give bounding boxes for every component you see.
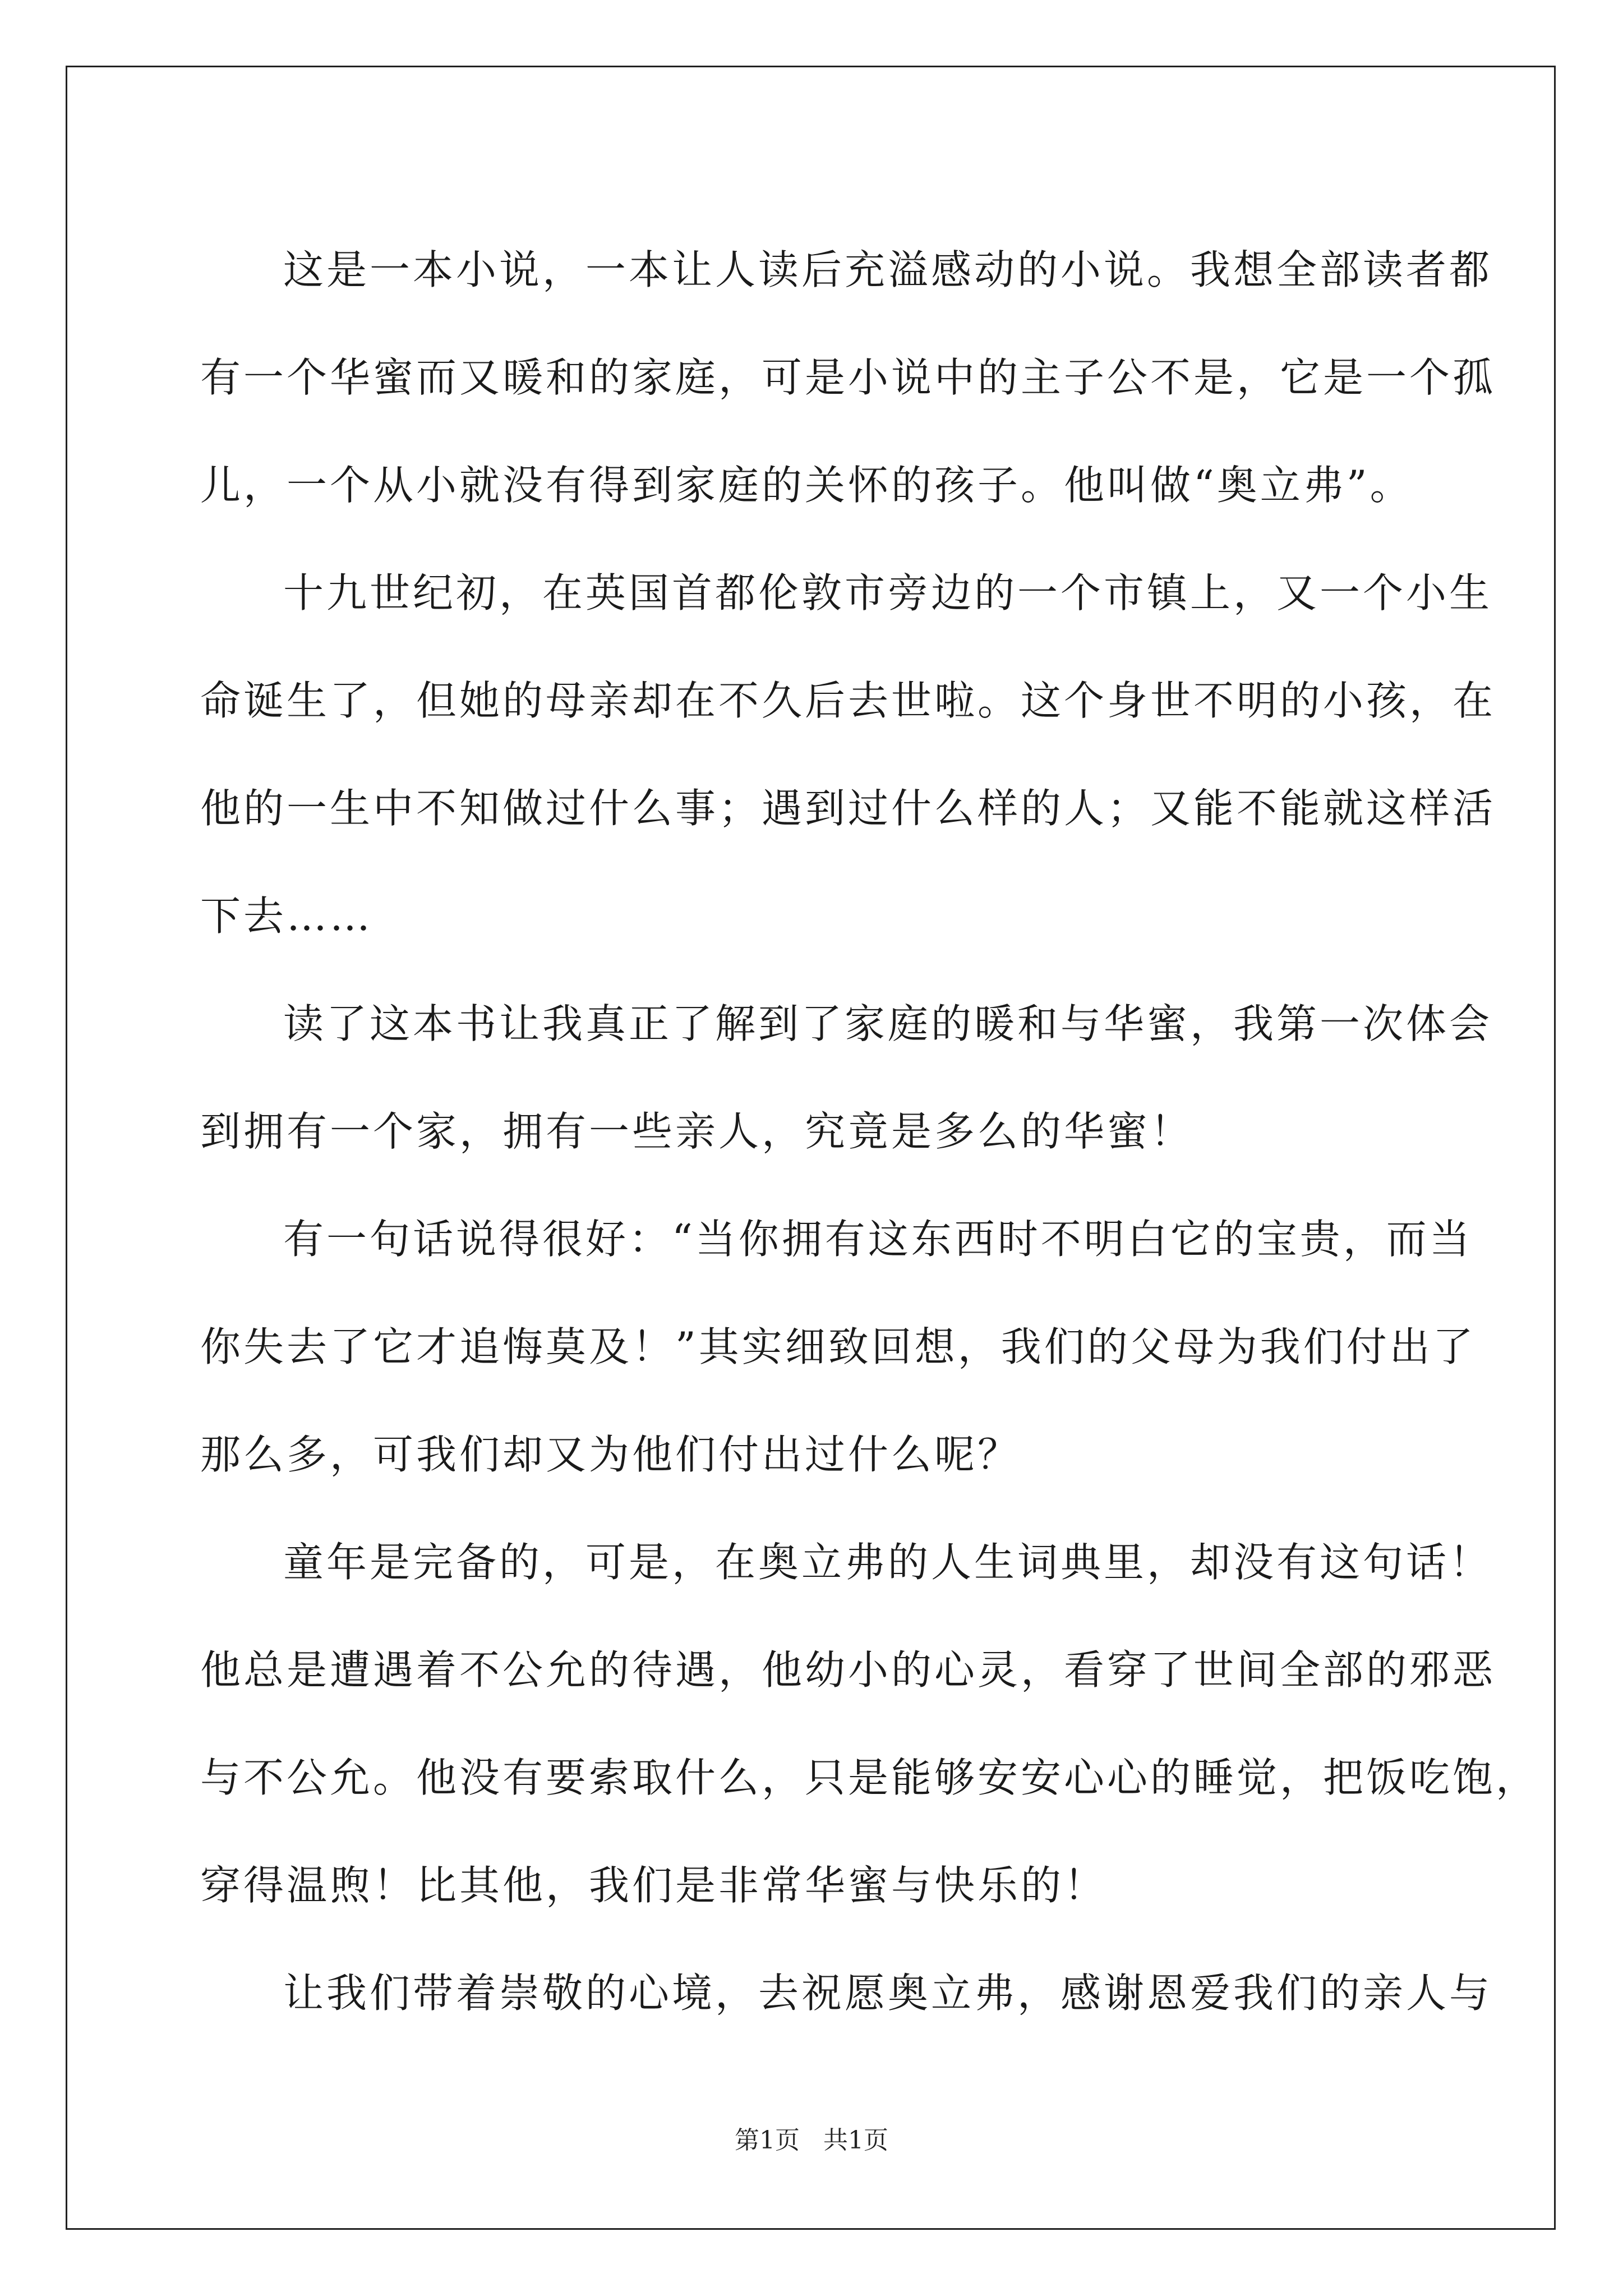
- text-line: 读了这本书让我真正了解到了家庭的暖和与华蜜，我第一次体会: [283, 1000, 1493, 1047]
- text-line: 到拥有一个家，拥有一些亲人，究竟是多么的华蜜！: [200, 1108, 1194, 1155]
- text-line: 儿，一个从小就没有得到家庭的关怀的孩子。他叫做“奥立弗”。: [200, 462, 1413, 509]
- text-line: 与不公允。他没有要索取什么，只是能够安安心心的睡觉，把饭吃饱，: [200, 1754, 1539, 1801]
- text-line: 有一句话说得很好：“当你拥有这东西时不明白它的宝贵，而当: [283, 1216, 1473, 1263]
- text-line: 穿得温煦！比其他，我们是非常华蜜与快乐的！: [200, 1862, 1108, 1909]
- text-line: 让我们带着崇敬的心境，去祝愿奥立弗，感谢恩爱我们的亲人与: [283, 1970, 1493, 2017]
- text-line: 这是一本小说，一本让人读后充溢感动的小说。我想全部读者都: [283, 246, 1493, 293]
- text-line: 下去……: [200, 892, 374, 940]
- text-line: 你失去了它才追悔莫及！”其实细致回想，我们的父母为我们付出了: [200, 1323, 1476, 1370]
- text-line: 他的一生中不知做过什么事；遇到过什么样的人；又能不能就这样活: [200, 785, 1496, 832]
- text-line: 那么多，可我们却又为他们付出过什么呢？: [200, 1431, 1021, 1478]
- document-body: [200, 216, 1539, 2047]
- text-line: 有一个华蜜而又暖和的家庭，可是小说中的主子公不是，它是一个孤: [200, 354, 1496, 401]
- text-line: 童年是完备的，可是，在奥立弗的人生词典里，却没有这句话！: [283, 1539, 1493, 1586]
- text-line: 他总是遭遇着不公允的待遇，他幼小的心灵，看穿了世间全部的邪恶: [200, 1646, 1496, 1694]
- text-line: 十九世纪初，在英国首都伦敦市旁边的一个市镇上，又一个小生: [283, 569, 1493, 616]
- text-line: 命诞生了，但她的母亲却在不久后去世啦。这个身世不明的小孩，在: [200, 677, 1496, 724]
- page-number-footer: 第1页 共1页: [735, 2126, 888, 2155]
